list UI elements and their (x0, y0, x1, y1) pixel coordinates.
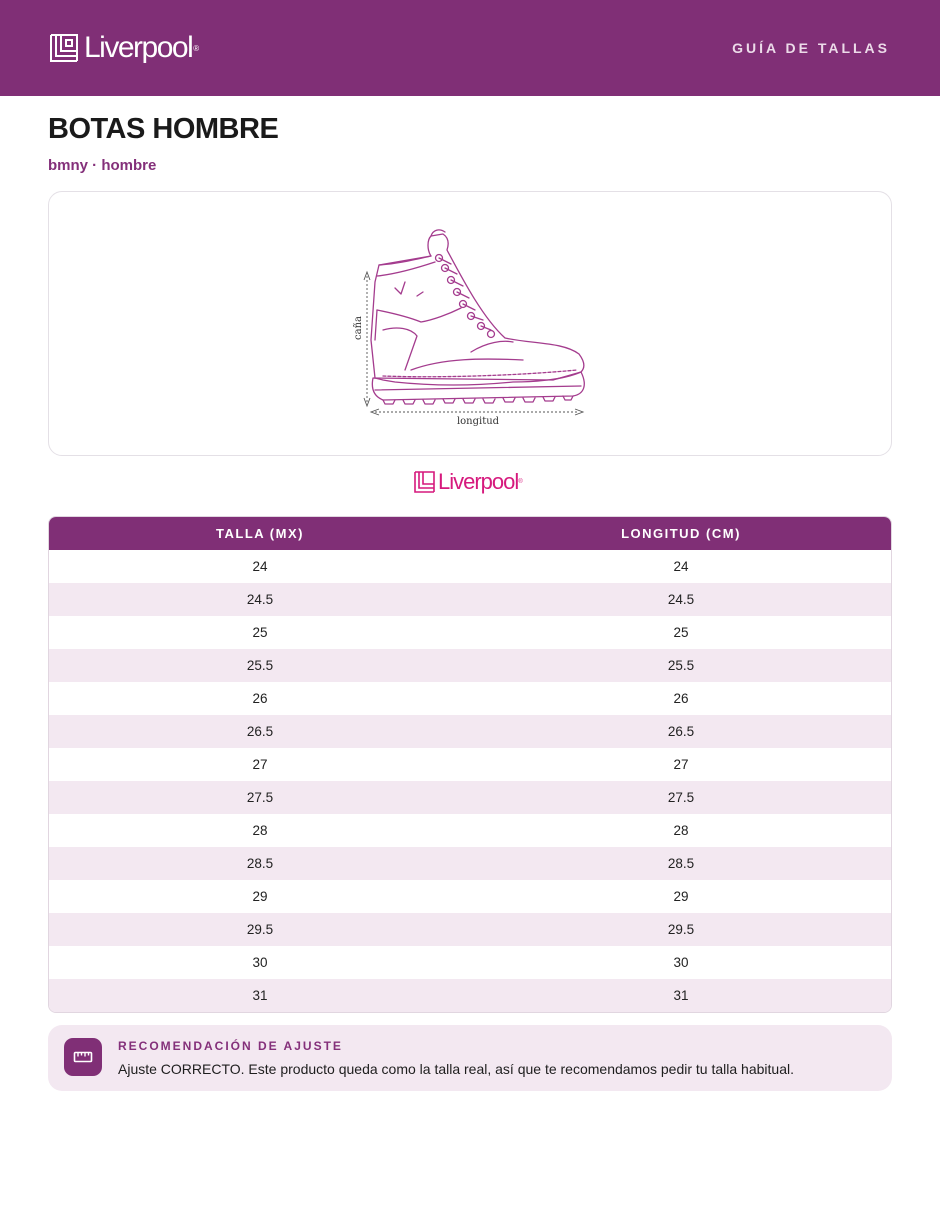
size-cell: 29.5 (49, 913, 471, 946)
table-row (49, 814, 891, 847)
product-subtitle: bmny · hombre (48, 157, 157, 174)
table-header-row (49, 517, 891, 550)
table-row (49, 649, 891, 682)
brand-name: Liverpool (84, 31, 193, 64)
liverpool-secondary-logo (413, 469, 523, 495)
boot-diagram (353, 210, 593, 440)
length-cell: 29 (673, 889, 689, 904)
size-cell: 24.5 (49, 583, 471, 616)
table-row (49, 781, 891, 814)
size-cell: 28.5 (49, 847, 471, 880)
boot-upper (371, 234, 584, 385)
brand-registered-mark: ® (193, 43, 200, 53)
size-table (48, 516, 892, 1013)
length-cell: 26.5 (471, 715, 891, 748)
top-header (0, 0, 940, 96)
length-cell: 25.5 (471, 649, 891, 682)
table-row (49, 946, 891, 979)
table-row (49, 847, 891, 880)
table-row (49, 979, 891, 1012)
size-cell: 27.5 (49, 781, 471, 814)
size-cell: 25.5 (49, 649, 471, 682)
table-row (49, 880, 891, 913)
length-cell: 29.5 (471, 913, 891, 946)
table-row (49, 550, 891, 583)
fit-recommendation (48, 1025, 892, 1091)
size-cell: 27 (252, 757, 268, 772)
size-cell: 26.5 (49, 715, 471, 748)
table-row (49, 715, 891, 748)
page-title: BOTAS HOMBRE (48, 113, 279, 145)
recommendation-text: Ajuste CORRECTO. Este producto queda como la talla real, así que te recomendamos pedir tu talla habitual. (118, 1061, 794, 1077)
size-cell: 31 (49, 979, 471, 1012)
size-cell: 28 (252, 823, 268, 838)
column-header-length[interactable]: LONGITUD (CM) (471, 517, 891, 550)
length-cell: 27.5 (471, 781, 891, 814)
size-cell: 26 (252, 691, 268, 706)
length-cell: 27 (673, 757, 689, 772)
table-row (49, 682, 891, 715)
size-cell: 25 (252, 625, 268, 640)
length-cell: 30 (673, 955, 689, 970)
length-cell: 25 (673, 625, 689, 640)
secondary-logo-name: Liverpool (438, 469, 519, 494)
length-cell: 24.5 (471, 583, 891, 616)
table-row (49, 748, 891, 781)
boot-length-label: longitud (456, 416, 500, 427)
length-cell: 31 (471, 979, 891, 1012)
table-row (49, 913, 891, 946)
length-cell: 26 (673, 691, 689, 706)
table-row (49, 583, 891, 616)
table-row (49, 616, 891, 649)
secondary-logo-registered-mark: ® (518, 479, 523, 485)
boot-height-label: caña (353, 316, 364, 340)
size-cell: 29 (252, 889, 268, 904)
length-cell: 28 (673, 823, 689, 838)
size-cell: 24 (252, 559, 268, 574)
liverpool-logo[interactable] (48, 30, 199, 66)
recommendation-title: RECOMENDACIÓN DE AJUSTE (118, 1039, 343, 1053)
size-cell: 30 (252, 955, 268, 970)
boot-diagram-card (48, 191, 892, 456)
ruler-icon (64, 1038, 102, 1076)
liverpool-secondary-logo-icon (413, 471, 435, 493)
size-guide-link[interactable]: GUÍA DE TALLAS (732, 40, 890, 56)
length-cell: 28.5 (471, 847, 891, 880)
column-header-size[interactable]: TALLA (MX) (49, 517, 471, 550)
liverpool-logo-icon (48, 33, 80, 63)
length-cell: 24 (673, 559, 689, 574)
